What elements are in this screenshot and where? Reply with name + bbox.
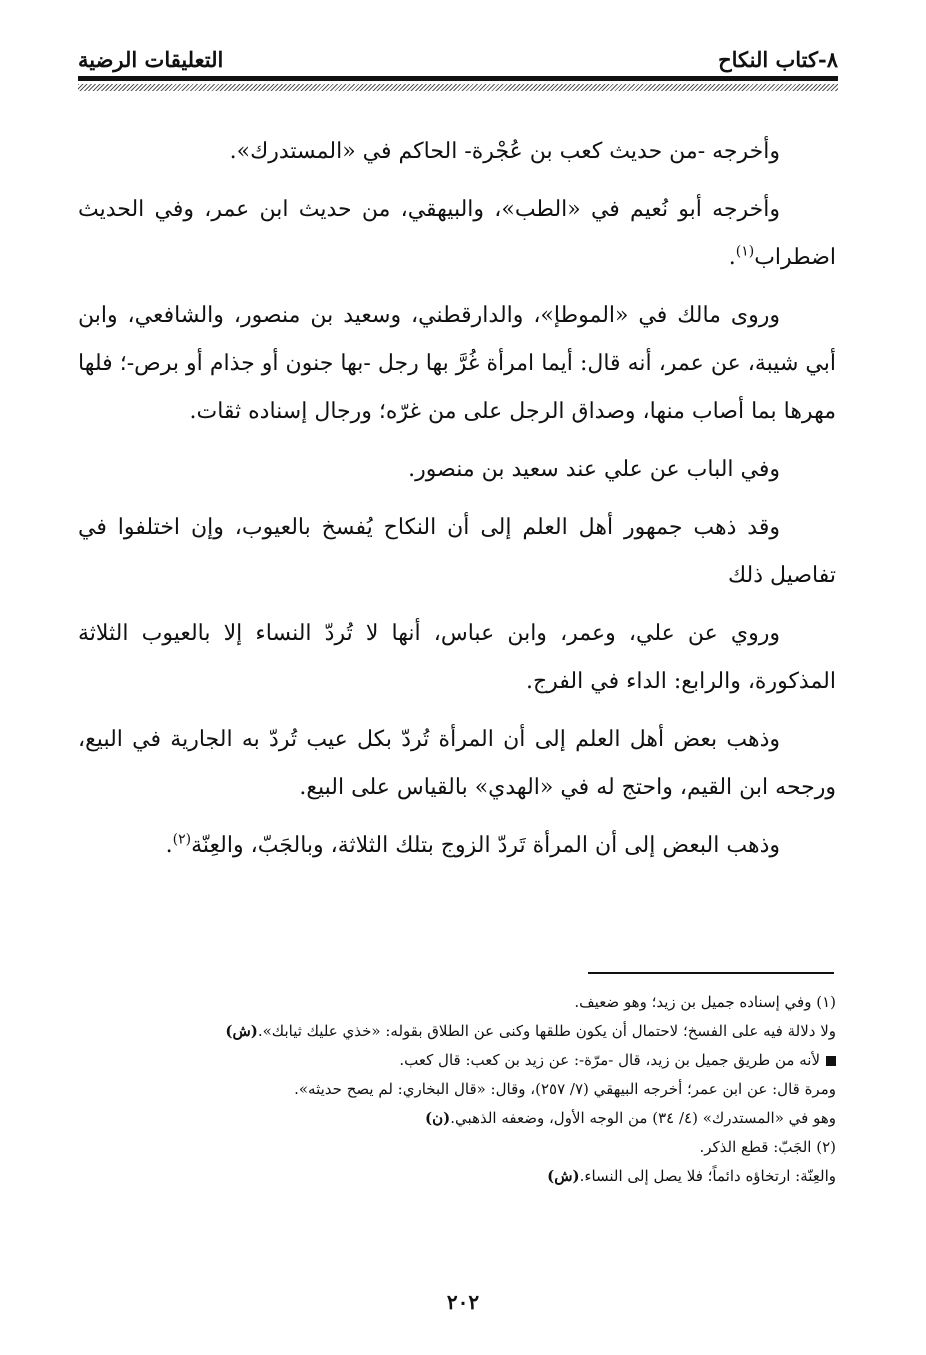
footnote-line: والعِنّة: ارتخاؤه دائماً؛ فلا يصل إلى النساء.(ش) (547, 1167, 836, 1185)
running-header (78, 38, 838, 74)
footnote-line: ومرة قال: عن ابن عمر؛ أخرجه البيهقي (٧/ ٢٥٧)، وقال: «قال البخاري: لم يصح حديثه». (294, 1080, 836, 1098)
editor-mark: (ش) (547, 1167, 580, 1185)
footnotes (78, 988, 836, 1191)
paragraph: وفي الباب عن علي عند سعيد بن منصور. (408, 457, 780, 482)
footnote-line: لأنه من طريق جميل بن زيد، قال -مرّة-: عن زيد بن كعب: قال كعب. (78, 1046, 836, 1075)
editor-mark: (ن) (425, 1109, 451, 1127)
footnote-ref[interactable]: (١) (735, 243, 755, 260)
paragraph: وأخرجه -من حديث كعب بن عُجْرة- الحاكم في «المستدرك». (229, 139, 780, 164)
paragraph: وقد ذهب جمهور أهل العلم إلى أن النكاح يُفسخ بالعيوب، وإن اختلفوا في تفاصيل ذلك (78, 515, 836, 588)
main-text (78, 128, 836, 880)
footnote-line: ولا دلالة فيه على الفسخ؛ لاحتمال أن يكون طلقها وكنى عن الطلاق بقوله: «خذي عليك ثيابك».(ش) (225, 1022, 836, 1040)
page-number: ٢٠٢ (446, 1290, 480, 1314)
footnote-separator (588, 972, 834, 974)
book-title: التعليقات الرضية (78, 47, 224, 72)
paragraph: وذهب بعض أهل العلم إلى أن المرأة تُردّ بكل عيب تُردّ به الجارية في البيع، ورجحه ابن القيم، واحتج له في «الهدي» بالقياس على البيع. (78, 727, 836, 800)
footnote-line: (١) وفي إسناده جميل بن زيد؛ وهو ضعيف. (574, 993, 836, 1011)
footnote-ref[interactable]: (٢) (172, 831, 192, 848)
square-bullet-icon (826, 1056, 836, 1066)
paragraph: وأخرجه أبو نُعيم في «الطب»، والبيهقي، من حديث ابن عمر، وفي الحديث اضطراب$^{(١)}$. (78, 197, 836, 270)
footnote-line: (٢) الجَبّ: قطع الذكر. (699, 1138, 836, 1156)
header-hatch-rule (78, 84, 838, 91)
paragraph: وروى مالك في «الموطإ»، والدارقطني، وسعيد بن منصور، والشافعي، وابن أبي شيبة، عن عمر، أنه قال: أيما امرأة غُرَّ بها رجل -بها جنون أو جذام أو برص-؛ فلها مهرها بما أصاب منها، وصداق الرجل على من غرّه؛ ورجال إسناده ثقات. (78, 303, 836, 424)
editor-mark: (ش) (225, 1022, 258, 1040)
paragraph: وذهب البعض إلى أن المرأة تَردّ الزوج بتلك الثلاثة، وبالجَبّ، والعِنّة$^{(٢)}$. (165, 831, 780, 858)
header-rule (78, 76, 838, 81)
chapter-title: ٨-كتاب النكاح (718, 47, 838, 72)
paragraph: وروي عن علي، وعمر، وابن عباس، أنها لا تُردّ النساء إلا بالعيوب الثلاثة المذكورة، والرابع: الداء في الفرج. (78, 621, 836, 694)
footnote-line: وهو في «المستدرك» (٤/ ٣٤) من الوجه الأول، وضعفه الذهبي.(ن) (425, 1109, 836, 1127)
